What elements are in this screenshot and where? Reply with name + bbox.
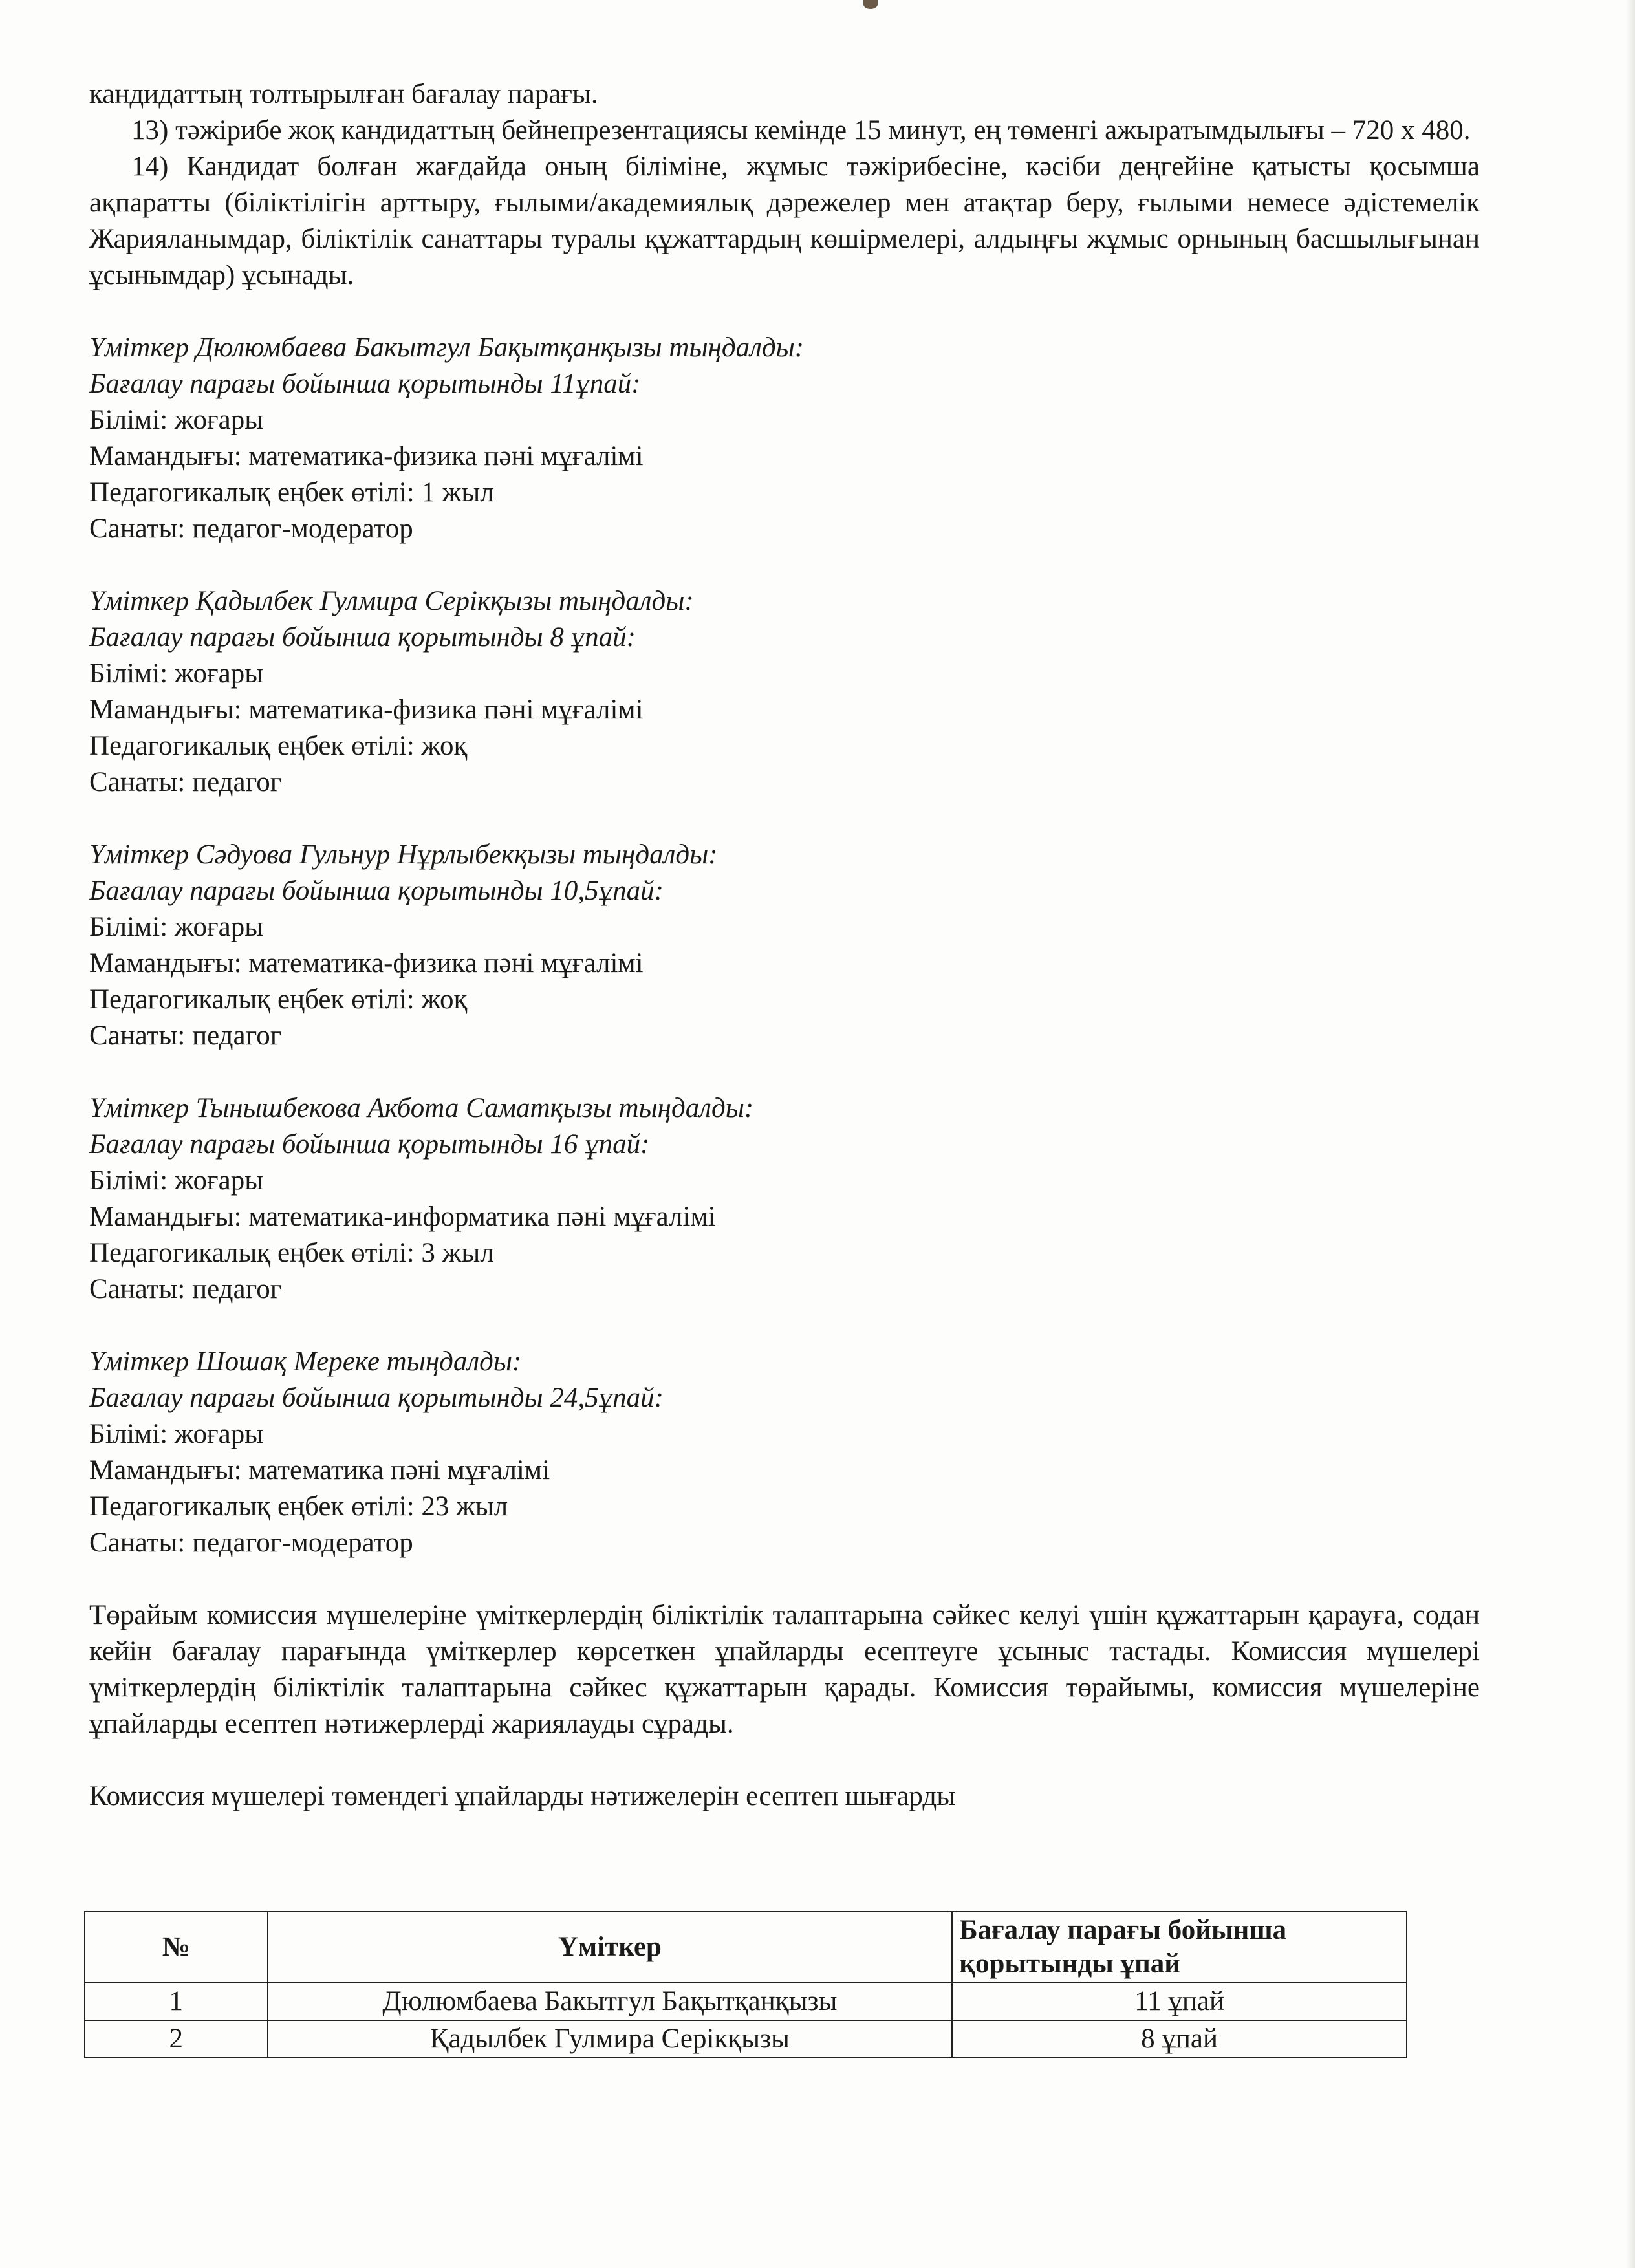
document-page [89, 76, 1480, 1815]
header-score: Бағалау парағы бойынша қорытынды ұпай [952, 1912, 1407, 1983]
candidate-education: Білімі: жоғары [89, 1419, 264, 1449]
table-row [85, 1983, 1407, 2020]
intro-item-14: 14) Кандидат болған жағдайда оның біліміне, жұмыс тәжірибесіне, кәсіби деңгейіне қатысты қосымша ақпаратты (біліктілігін арттыру, ғылыми/академиялық дәрежелер мен атақтар беру, ғылыми немесе әдістемелік Жарияланымдар, біліктілік санаттары туралы құжаттардың көшірмелері, алдыңғы жұмыс орнының басшылығынан ұсынымдар) ұсынады. [89, 151, 1480, 290]
candidate-score: Бағалау парағы бойынша қорытынды 11ұпай: [89, 369, 641, 399]
candidate-block [89, 1090, 1480, 1308]
candidate-block [89, 583, 1480, 801]
candidate-heard: Үміткер Тынышбекова Акбота Саматқызы тыңдалды: [89, 1093, 754, 1123]
candidate-score: Бағалау парағы бойынша қорытынды 10,5ұпай: [89, 876, 664, 906]
candidate-heard: Үміткер Қадылбек Гулмира Серікқызы тыңдалды: [89, 586, 694, 616]
candidate-heard: Үміткер Дюлюмбаева Бакытгул Бақытқанқызы тыңдалды: [89, 332, 805, 363]
candidate-experience: Педагогикалық еңбек өтілі: жоқ [89, 731, 468, 761]
candidate-category: Санаты: педагог [89, 1021, 282, 1051]
candidate-block [89, 837, 1480, 1054]
paper-mark [863, 0, 878, 9]
header-candidate: Үміткер [268, 1912, 953, 1983]
candidate-specialty: Мамандығы: математика-информатика пәні мұғалімі [89, 1202, 716, 1232]
row-score: 8 ұпай [952, 2020, 1407, 2058]
candidate-education: Білімі: жоғары [89, 405, 264, 435]
row-number: 1 [85, 1983, 268, 2020]
candidate-score: Бағалау парағы бойынша қорытынды 8 ұпай: [89, 622, 636, 653]
commission-closing: Комиссия мүшелері төмендегі ұпайларды нәтижелерін есептеп шығарды [89, 1781, 956, 1811]
candidate-score: Бағалау парағы бойынша қорытынды 24,5ұпай: [89, 1383, 664, 1413]
intro-continuation: кандидаттың толтырылған бағалау парағы. [89, 79, 598, 109]
candidate-category: Санаты: педагог [89, 1274, 282, 1304]
table-header-row [85, 1912, 1407, 1983]
commission-summary: Төрайым комиссия мүшелеріне үміткерлердің біліктілік талаптарына сәйкес келуі үшін құжаттарын қарауға, содан кейін бағалау парағында үміткерлер көрсеткен ұпайларды есептеуге ұсыныс тастады. Комиссия мүшелері үміткерлердің біліктілік талаптарына сәйкес құжаттарын қарады. Комиссия төрайымы, комиссия мүшелеріне ұпайларды есептеп нәтижерлерді жариялауды сұрады. [89, 1600, 1480, 1739]
candidate-category: Санаты: педагог-модератор [89, 513, 413, 544]
candidate-experience: Педагогикалық еңбек өтілі: жоқ [89, 984, 468, 1015]
row-number: 2 [85, 2020, 268, 2058]
row-score: 11 ұпай [952, 1983, 1407, 2020]
candidate-education: Білімі: жоғары [89, 1165, 264, 1196]
candidate-score: Бағалау парағы бойынша қорытынды 16 ұпай: [89, 1129, 650, 1160]
candidate-block [89, 330, 1480, 547]
candidate-specialty: Мамандығы: математика пәні мұғалімі [89, 1455, 550, 1485]
scan-edge-shadow [1626, 0, 1635, 2268]
header-number: № [85, 1912, 268, 1983]
row-candidate: Дюлюмбаева Бакытгул Бақытқанқызы [268, 1983, 953, 2020]
candidate-experience: Педагогикалық еңбек өтілі: 3 жыл [89, 1238, 494, 1268]
candidate-category: Санаты: педагог [89, 767, 282, 797]
candidate-specialty: Мамандығы: математика-физика пәні мұғалімі [89, 948, 644, 978]
candidate-education: Білімі: жоғары [89, 658, 264, 689]
candidate-experience: Педагогикалық еңбек өтілі: 1 жыл [89, 477, 494, 508]
results-table [84, 1911, 1407, 2058]
candidate-specialty: Мамандығы: математика-физика пәні мұғалімі [89, 441, 644, 471]
candidate-experience: Педагогикалық еңбек өтілі: 23 жыл [89, 1491, 508, 1522]
candidate-heard: Үміткер Сәдуова Гульнур Нұрлыбекқызы тыңдалды: [89, 839, 718, 870]
row-candidate: Қадылбек Гулмира Серікқызы [268, 2020, 953, 2058]
candidate-specialty: Мамандығы: математика-физика пәні мұғалімі [89, 695, 644, 725]
candidate-heard: Үміткер Шошақ Мереке тыңдалды: [89, 1346, 522, 1377]
candidate-category: Санаты: педагог-модератор [89, 1528, 413, 1558]
intro-item-13: 13) тәжірибе жоқ кандидаттың бейнепрезентациясы кемінде 15 минут, ең төменгі ажыратымдылығы – 720 х 480. [131, 115, 1471, 146]
candidate-block [89, 1344, 1480, 1561]
table-row [85, 2020, 1407, 2058]
candidate-education: Білімі: жоғары [89, 912, 264, 942]
